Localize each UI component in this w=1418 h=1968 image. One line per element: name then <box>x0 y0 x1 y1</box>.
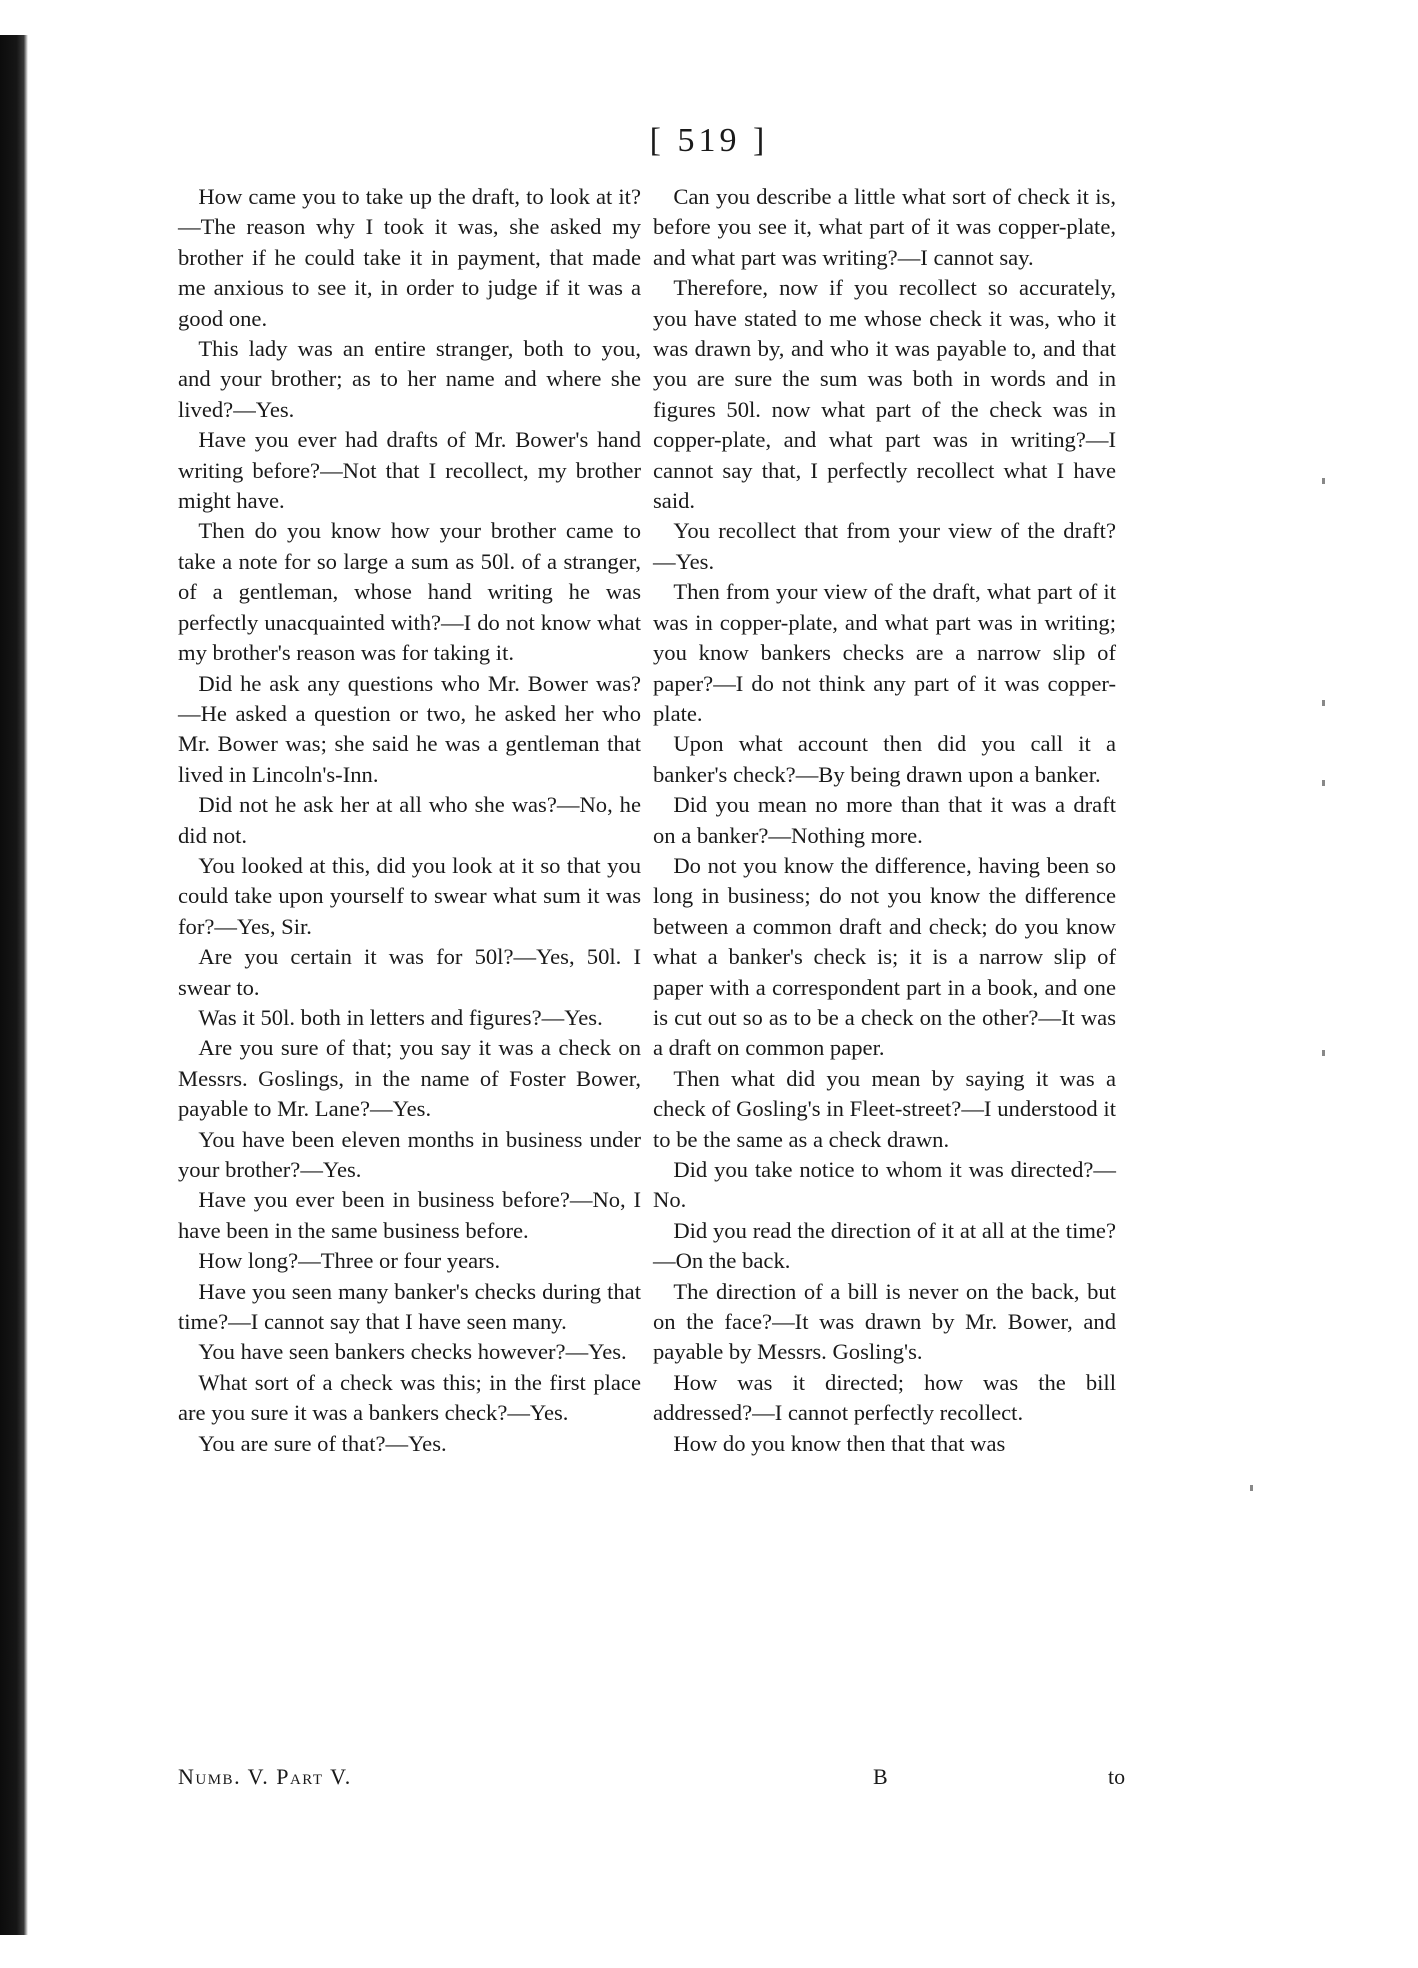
ink-speck <box>1322 478 1325 484</box>
paragraph: Can you describe a little what sort of check it is, before you see it, what part of it was copper-plate, and what part was writing?—I cannot say. <box>653 184 1116 270</box>
page-number: [ 519 ] <box>649 122 769 159</box>
paragraph: How long?—Three or four years. <box>198 1248 501 1274</box>
paragraph: The direction of a bill is never on the back, but on the face?—It was drawn by Mr. Bower, and payable by Messrs. Gosling's. <box>653 1278 1116 1365</box>
paragraph: Have you ever been in business before?—No, I have been in the same business before. <box>178 1187 641 1243</box>
right-column <box>653 182 1116 1459</box>
paragraph: You recollect that from your view of the draft?—Yes. <box>653 518 1116 574</box>
ink-speck <box>1322 780 1325 786</box>
paragraph: Are you sure of that; you say it was a check on Messrs. Goslings, in the name of Foster Bower, payable to Mr. Lane?—Yes. <box>178 1035 641 1122</box>
paragraph: Did you mean no more than that it was a draft on a banker?—Nothing more. <box>653 792 1116 848</box>
paragraph: Have you seen many banker's checks during that time?—I cannot say that I have seen many. <box>178 1278 641 1335</box>
paragraph: Did you read the direction of it at all at the time?—On the back. <box>653 1217 1116 1274</box>
paragraph: Did you take notice to whom it was directed?—No. <box>653 1157 1116 1213</box>
paragraph: You are sure of that?—Yes. <box>198 1430 447 1456</box>
ink-speck <box>1322 1050 1325 1056</box>
footer-part-label: Numb. V. Part V. <box>178 1764 352 1789</box>
paragraph: Do not you know the difference, having been so long in business; do not you know the difference between a common draft and check; do you know what a banker's check is; it is a narrow slip of paper with a correspondent part in a book, and one is cut out so as to be a check on the other?—It was a draft on common paper. <box>653 852 1116 1061</box>
paragraph: How was it directed; how was the bill addressed?—I cannot perfectly recollect. <box>653 1369 1116 1426</box>
paragraph: You have been eleven months in business under your brother?—Yes. <box>178 1126 641 1182</box>
paragraph: How came you to take up the draft, to look at it?—The reason why I took it was, she asked my brother if he could take it in payment, that made me anxious to see it, in order to judge if it was a good one. <box>178 184 641 331</box>
paragraph: Did not he ask her at all who she was?—No, he did not. <box>178 792 641 848</box>
ink-speck <box>1250 1485 1253 1491</box>
paragraph: You have seen bankers checks however?—Yes. <box>198 1339 627 1365</box>
paragraph: You looked at this, did you look at it so that you could take upon yourself to swear what sum it was for?—Yes, Sir. <box>178 852 641 939</box>
paragraph: Have you ever had drafts of Mr. Bower's hand writing before?—Not that I recollect, my brother might have. <box>178 427 641 514</box>
ink-speck <box>1322 700 1325 706</box>
page-binding-edge <box>0 35 28 1935</box>
catchword: to <box>1108 1764 1126 1789</box>
left-column <box>178 182 641 1459</box>
paragraph: Then do you know how your brother came to take a note for so large a sum as 50l. of a stranger, of a gentleman, whose hand writing he was perfectly unacquainted with?—I do not know what my brother's reason was for taking it. <box>178 518 641 666</box>
paragraph: Did he ask any questions who Mr. Bower was?—He asked a question or two, he asked her who Mr. Bower was; she said he was a gentleman that lived in Lincoln's-Inn. <box>178 670 641 787</box>
paragraph: Was it 50l. both in letters and figures?—Yes. <box>198 1004 603 1030</box>
paragraph: Upon what account then did you call it a banker's check?—By being drawn upon a banker. <box>653 731 1116 787</box>
paragraph: Then what did you mean by saying it was a check of Gosling's in Fleet-street?—I understood it to be the same as a check drawn. <box>653 1065 1116 1152</box>
paragraph: What sort of a check was this; in the first place are you sure it was a bankers check?—Yes. <box>178 1369 641 1426</box>
paragraph: Therefore, now if you recollect so accurately, you have stated to me whose check it was, who it was drawn by, and who it was payable to, and that you are sure the sum was both in words and in figures 50l. now what part of the check was in copper-plate, and what part was in writing?—I cannot say that, I perfectly recollect what I have said. <box>653 275 1116 514</box>
paragraph: Are you certain it was for 50l?—Yes, 50l. I swear to. <box>178 944 641 1000</box>
paragraph: Then from your view of the draft, what part of it was in copper-plate, and what part was in writing; you know bankers checks are a narrow slip of paper?—I do not think any part of it was copper-plate. <box>653 579 1116 726</box>
paragraph: How do you know then that that was <box>673 1430 1006 1456</box>
signature-mark: B <box>873 1764 888 1789</box>
paragraph: This lady was an entire stranger, both to you, and your brother; as to her name and where she lived?—Yes. <box>178 336 641 422</box>
